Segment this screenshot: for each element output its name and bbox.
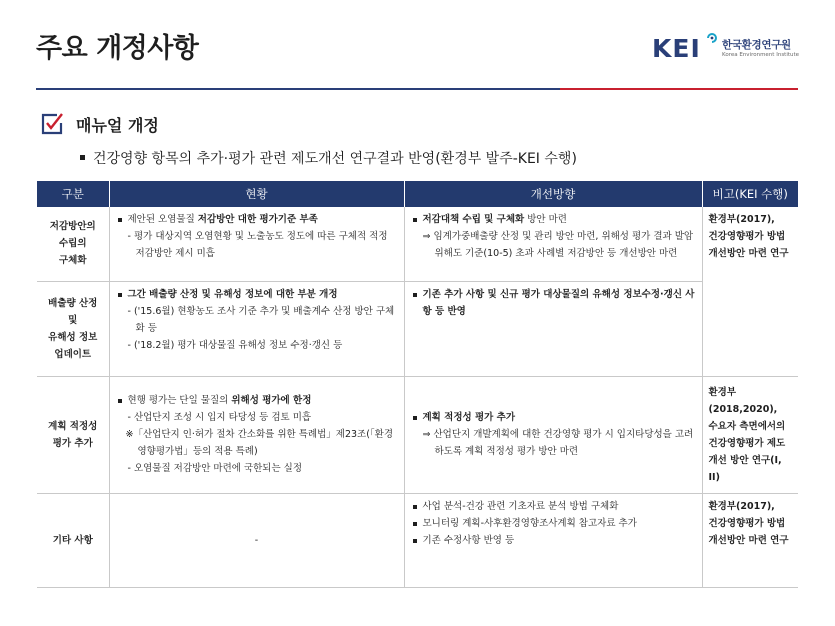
logo-mark: KEI [652,34,701,63]
category-line: 배출량 산정 [48,297,98,309]
category-line: 저감방안의 [49,221,96,233]
header-current: 현황 [109,181,404,207]
row-improvement [404,281,702,376]
section-subtitle-text: 건강영향 항목의 추가·평가 관련 제도개선 연구결과 반영(환경부 발주-KEI 수행) [93,151,577,167]
row-note [702,376,798,493]
note-line: 건강영향평가 제도 [708,437,786,449]
note-line: 환경부(2017), [708,500,775,512]
arrow-item: ⇒ 산업단지 개발계획에 대한 건강영향 평가 시 입지타당성을 고려하도록 계획 적정성 평가 방안 마련 [422,429,694,457]
row-current [109,207,404,281]
header-category: 구분 [37,181,109,207]
page-title: 주요 개정사항 [36,33,199,64]
text: 현행 평가는 단일 물질의 [127,395,232,406]
bullet-item: 기존 수정사항 반영 등 [411,532,696,549]
bullet-item: 모니터링 계획-사후환경영향조사계획 참고자료 추가 [411,515,696,532]
bullet-item [116,392,398,409]
bullet-item [116,286,398,303]
note-line: 환경부(2017), [708,214,775,225]
dash-item: - 평가 대상지역 오염현황 및 노출농도 정도에 따른 구체적 적정 저감방안 제시 미흡 [127,231,388,259]
category-line: 구체화 [58,255,87,267]
square-bullet-icon [80,155,85,160]
text-bold: 저감대책 수립 및 구체화 [422,214,525,225]
table-row [37,207,798,281]
table-row [37,281,798,376]
logo-swirl-icon [706,32,718,44]
category-line: 기타 사항 [52,534,93,546]
category-line: 및 [68,314,78,326]
row-improvement [404,376,702,493]
text: 방안 마련 [524,214,567,225]
header-divider-accent [560,88,798,90]
table-header-row [37,181,798,207]
checkbox-check-icon [40,112,64,136]
row-current [109,281,404,376]
table-row [37,376,798,493]
category-line: 수립의 [58,238,87,250]
revision-table [37,181,798,588]
row-note [702,207,798,376]
section-subtitle [80,148,577,168]
row-current: - [109,493,404,587]
category-line: 유해성 정보 [48,331,98,343]
text-bold: 그간 배출량 산정 및 유해성 정보에 대한 부분 개정 [127,288,338,300]
bullet-item: 기존 추가 사항 및 신규 평가 대상물질의 유해성 정보수정·갱신 사항 등 반영 [411,286,696,320]
bullet-item [411,211,696,228]
text: 제안된 오염물질 [127,214,198,225]
kei-logo [652,32,802,68]
row-category [37,207,109,281]
header-note: 비고(KEI 수행) [702,181,798,207]
note-line: 건강영향평가 방법 [708,231,786,242]
note-line: 수요자 측면에서의 [708,420,786,432]
note-line: (2018,2020), [708,403,778,415]
row-category [37,281,109,376]
row-category [37,493,109,587]
bullet-item: 계획 적정성 평가 추가 [411,409,696,426]
reference-item: ※「산업단지 인·허가 절차 간소화를 위한 특례법」제23조(「환경영향평가법」등의 적용 특례) [125,429,394,457]
row-improvement [404,493,702,587]
dash-item: - ('18.2월) 평가 대상물질 유해성 정보 수정·갱신 등 [127,339,343,351]
dash-item: - 산업단지 조성 시 입지 타당성 등 검토 미흡 [127,412,312,423]
section-title: 매뉴얼 개정 [76,116,159,135]
category-line: 평가 추가 [52,437,93,449]
note-line: 개선방안 마련 연구 [708,534,789,546]
header-improvement: 개선방향 [404,181,702,207]
dash-item: - ('15.6월) 현황농도 조사 기준 추가 및 배출계수 산정 방안 구체화 등 [127,305,395,334]
category-line: 업데이트 [54,348,92,360]
logo-name-en: Korea Environment Institute [722,52,800,58]
dash-item: - 오염물질 저감방안 마련에 국한되는 실정 [127,463,303,474]
note-line: 개선방안 마련 연구 [708,248,789,259]
bullet-item [116,211,398,228]
logo-name-ko: 한국환경연구원 [722,39,791,51]
note-line: 환경부 [708,386,737,398]
note-line: 건강영향평가 방법 [708,517,786,529]
text-bold: 저감방안 대한 평가기준 부족 [197,214,318,225]
category-line: 계획 적정성 [48,420,98,432]
arrow-item: ⇒ 임계가중배출량 산정 및 관리 방안 마련, 위해성 평가 결과 발암위해도 기준(10-5) 초과 사례별 저감방안 등 개선방안 마련 [422,231,694,259]
row-current [109,376,404,493]
note-line: 개선 방안 연구(I, II) [708,454,782,483]
row-category [37,376,109,493]
row-improvement [404,207,702,281]
table-row [37,493,798,587]
bullet-item: 사업 분석-건강 관련 기초자료 분석 방법 구체화 [411,498,696,515]
text-bold: 위해성 평가에 한정 [231,395,312,406]
row-note [702,493,798,587]
